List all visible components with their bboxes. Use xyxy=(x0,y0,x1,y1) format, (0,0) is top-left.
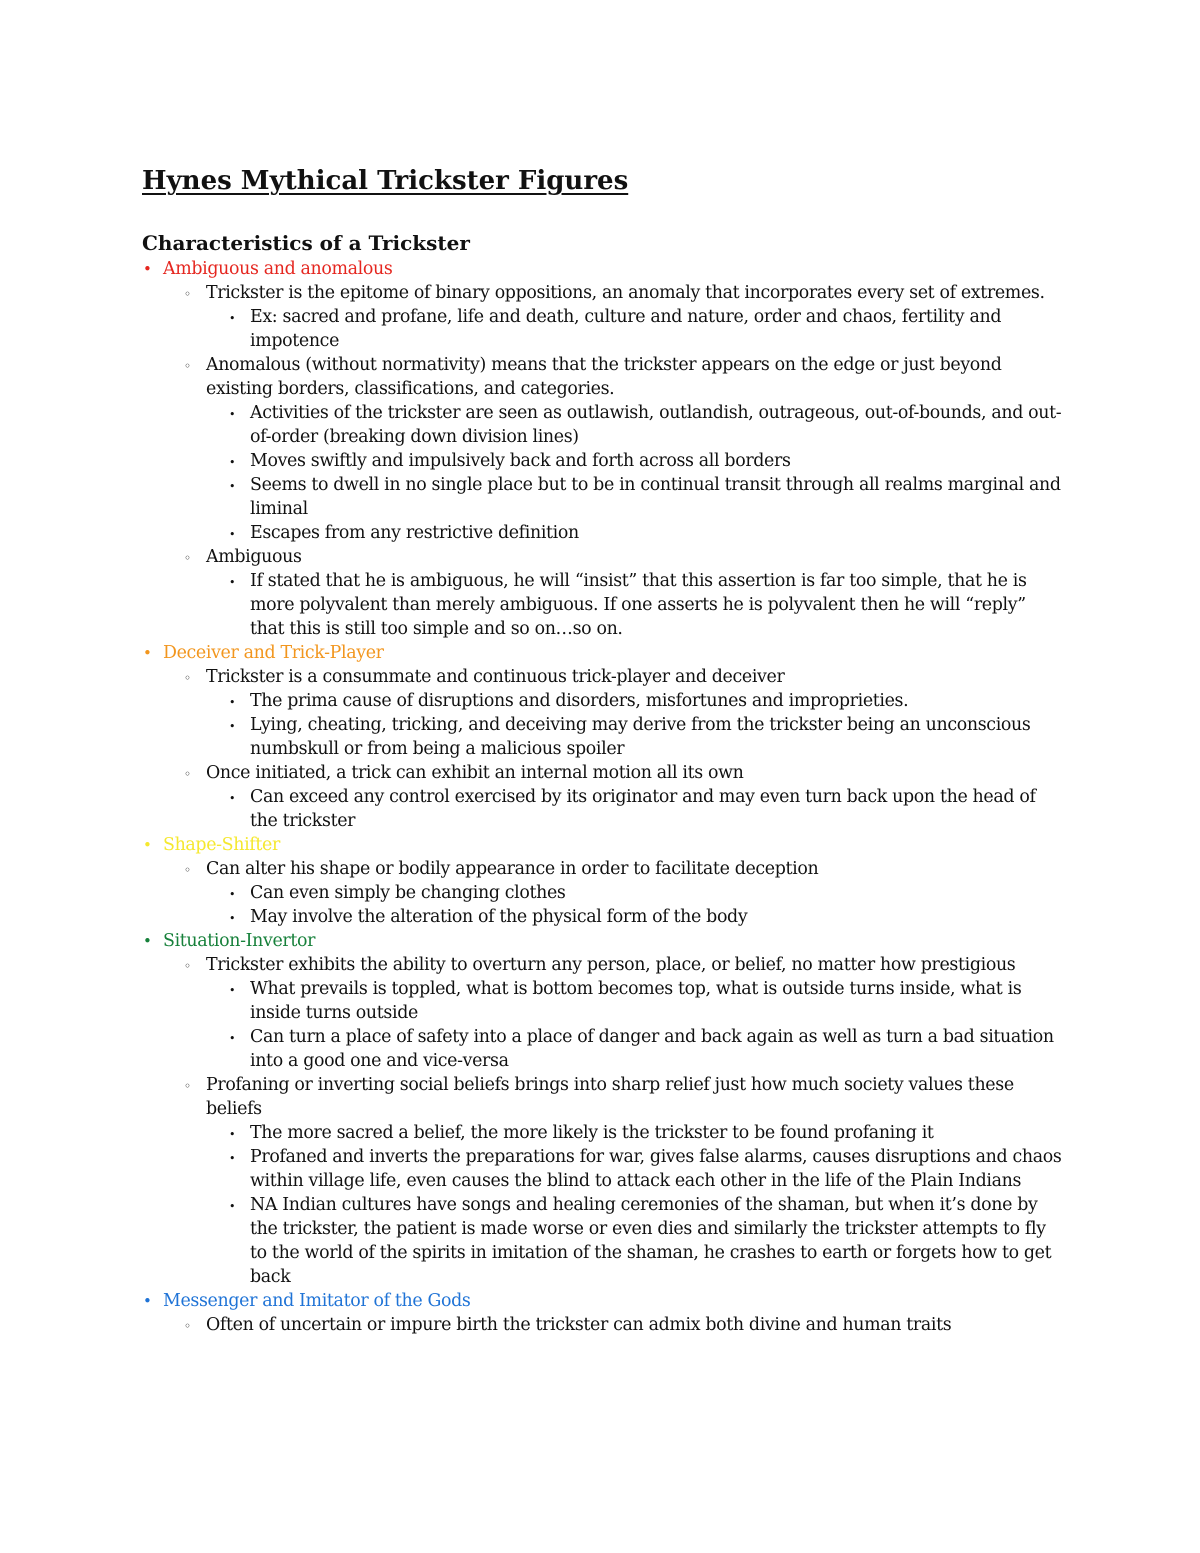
bullet-icon: • xyxy=(229,912,236,925)
bullet-icon: • xyxy=(229,528,236,541)
outline-item-text: Profaned and inverts the preparations for war, gives false alarms, causes disruptions and chaos within village life, even causes the blind to attack each other in the life of the Plain Indians xyxy=(250,1147,1062,1191)
bullet-icon: ◦ xyxy=(184,551,191,565)
outline-item-text: Often of uncertain or impure birth the trickster can admix both divine and human traits xyxy=(206,1315,952,1335)
outline-item-level-3 xyxy=(0,1025,1065,1073)
outline-item-level-3 xyxy=(0,689,1065,713)
outline-item-level-2 xyxy=(0,953,1066,977)
outline-item-level-3 xyxy=(0,305,1065,353)
outline-item-level-3 xyxy=(0,449,1065,473)
outline-item-text: Activities of the trickster are seen as outlawish, outlandish, outrageous, out-of-bounds, and out-of-order (breaking down division lines) xyxy=(250,403,1062,447)
outline-item-text: Seems to dwell in no single place but to be in continual transit through all realms marginal and liminal xyxy=(250,475,1061,519)
bullet-icon: • xyxy=(143,644,152,662)
outline-item-text: Lying, cheating, tricking, and deceiving may derive from the trickster being an unconscious numbskull or from being a malicious spoiler xyxy=(250,715,1031,759)
bullet-icon: • xyxy=(229,312,236,325)
outline-item-level-1 xyxy=(0,1289,1063,1313)
bullet-icon: • xyxy=(229,1032,236,1045)
bullet-icon: • xyxy=(229,888,236,901)
outline-item-level-2 xyxy=(0,1313,1066,1337)
bullet-icon: • xyxy=(229,576,236,589)
document-title: Hynes Mythical Trickster Figures xyxy=(142,166,629,196)
outline-item-text: Messenger and Imitator of the Gods xyxy=(163,1291,471,1311)
bullet-icon: • xyxy=(229,1152,236,1165)
bullet-outline xyxy=(0,257,1200,1337)
outline-item-text: Escapes from any restrictive definition xyxy=(250,523,579,543)
outline-item-text: Deceiver and Trick-Player xyxy=(163,643,384,663)
outline-item-level-3 xyxy=(0,1193,1065,1289)
bullet-icon: • xyxy=(229,720,236,733)
outline-item-text: Anomalous (without normativity) means that the trickster appears on the edge or just beyond existing borders, classifications, and categories. xyxy=(206,355,1002,399)
outline-item-text: NA Indian cultures have songs and healing ceremonies of the shaman, but when it’s done by the trickster, the patient is made worse or even dies and similarly the trickster attempts to fly to the world of the spirits in imitation of the shaman, he crashes to earth or forgets how to get back xyxy=(250,1195,1052,1287)
outline-item-level-3 xyxy=(0,977,1065,1025)
bullet-icon: • xyxy=(229,696,236,709)
outline-item-text: Trickster is a consummate and continuous trick-player and deceiver xyxy=(206,667,785,687)
outline-item-text: Situation-Invertor xyxy=(163,931,316,951)
outline-item-text: What prevails is toppled, what is bottom becomes top, what is outside turns inside, what is inside turns outside xyxy=(250,979,1022,1023)
outline-item-level-3 xyxy=(0,521,1065,545)
bullet-icon: • xyxy=(229,792,236,805)
bullet-icon: ◦ xyxy=(184,1079,191,1093)
outline-item-text: Shape-Shifter xyxy=(163,835,280,855)
outline-item-text: The more sacred a belief, the more likely is the trickster to be found profaning it xyxy=(250,1123,934,1143)
bullet-icon: • xyxy=(229,1200,236,1213)
outline-item-level-1 xyxy=(0,641,1063,665)
outline-item-text: Can even simply be changing clothes xyxy=(250,883,566,903)
outline-item-level-3 xyxy=(0,785,1065,833)
outline-item-text: Ambiguous xyxy=(206,547,302,567)
bullet-icon: • xyxy=(229,1128,236,1141)
bullet-icon: ◦ xyxy=(184,863,191,877)
bullet-icon: • xyxy=(229,480,236,493)
outline-item-text: Ex: sacred and profane, life and death, culture and nature, order and chaos, fertility and impotence xyxy=(250,307,1002,351)
outline-item-text: If stated that he is ambiguous, he will “insist” that this assertion is far too simple, that he is more polyvalent than merely ambiguous. If one asserts he is polyvalent then he will “reply” that this is still too simple and so on…so on. xyxy=(250,571,1027,639)
outline-item-level-3 xyxy=(0,473,1065,521)
bullet-icon: • xyxy=(143,1292,152,1310)
outline-item-level-3 xyxy=(0,905,1065,929)
outline-item-level-2 xyxy=(0,353,1066,401)
bullet-icon: ◦ xyxy=(184,767,191,781)
bullet-icon: • xyxy=(143,260,152,278)
bullet-icon: • xyxy=(229,456,236,469)
outline-item-text: Trickster exhibits the ability to overturn any person, place, or belief, no matter how prestigious xyxy=(206,955,1016,975)
bullet-icon: • xyxy=(143,932,152,950)
outline-item-text: The prima cause of disruptions and disorders, misfortunes and improprieties. xyxy=(250,691,909,711)
outline-item-text: Once initiated, a trick can exhibit an internal motion all its own xyxy=(206,763,744,783)
section-heading: Characteristics of a Trickster xyxy=(142,231,470,255)
outline-item-text: Can alter his shape or bodily appearance in order to facilitate deception xyxy=(206,859,819,879)
bullet-icon: ◦ xyxy=(184,959,191,973)
outline-item-level-3 xyxy=(0,1145,1065,1193)
outline-item-level-1 xyxy=(0,929,1063,953)
outline-item-level-1 xyxy=(0,257,1063,281)
outline-item-level-2 xyxy=(0,545,1066,569)
outline-item-level-2 xyxy=(0,281,1066,305)
outline-item-level-2 xyxy=(0,761,1066,785)
outline-item-level-3 xyxy=(0,1121,1065,1145)
outline-item-level-3 xyxy=(0,713,1065,761)
outline-item-text: Can exceed any control exercised by its originator and may even turn back upon the head of the trickster xyxy=(250,787,1036,831)
outline-item-level-3 xyxy=(0,881,1065,905)
bullet-icon: • xyxy=(143,836,152,854)
outline-item-text: Ambiguous and anomalous xyxy=(163,259,393,279)
outline-item-level-2 xyxy=(0,665,1066,689)
outline-item-text: May involve the alteration of the physical form of the body xyxy=(250,907,748,927)
bullet-icon: • xyxy=(229,984,236,997)
bullet-icon: ◦ xyxy=(184,287,191,301)
bullet-icon: • xyxy=(229,408,236,421)
outline-item-level-3 xyxy=(0,401,1065,449)
outline-item-text: Profaning or inverting social beliefs brings into sharp relief just how much society values these beliefs xyxy=(206,1075,1014,1119)
outline-item-level-2 xyxy=(0,857,1066,881)
outline-item-text: Trickster is the epitome of binary oppositions, an anomaly that incorporates every set of extremes. xyxy=(206,283,1045,303)
bullet-icon: ◦ xyxy=(184,671,191,685)
bullet-icon: ◦ xyxy=(184,359,191,373)
outline-item-text: Moves swiftly and impulsively back and forth across all borders xyxy=(250,451,791,471)
bullet-icon: ◦ xyxy=(184,1319,191,1333)
outline-item-level-2 xyxy=(0,1073,1066,1121)
outline-item-text: Can turn a place of safety into a place of danger and back again as well as turn a bad situation into a good one and vice-versa xyxy=(250,1027,1054,1071)
outline-item-level-1 xyxy=(0,833,1063,857)
outline-item-level-3 xyxy=(0,569,1065,641)
